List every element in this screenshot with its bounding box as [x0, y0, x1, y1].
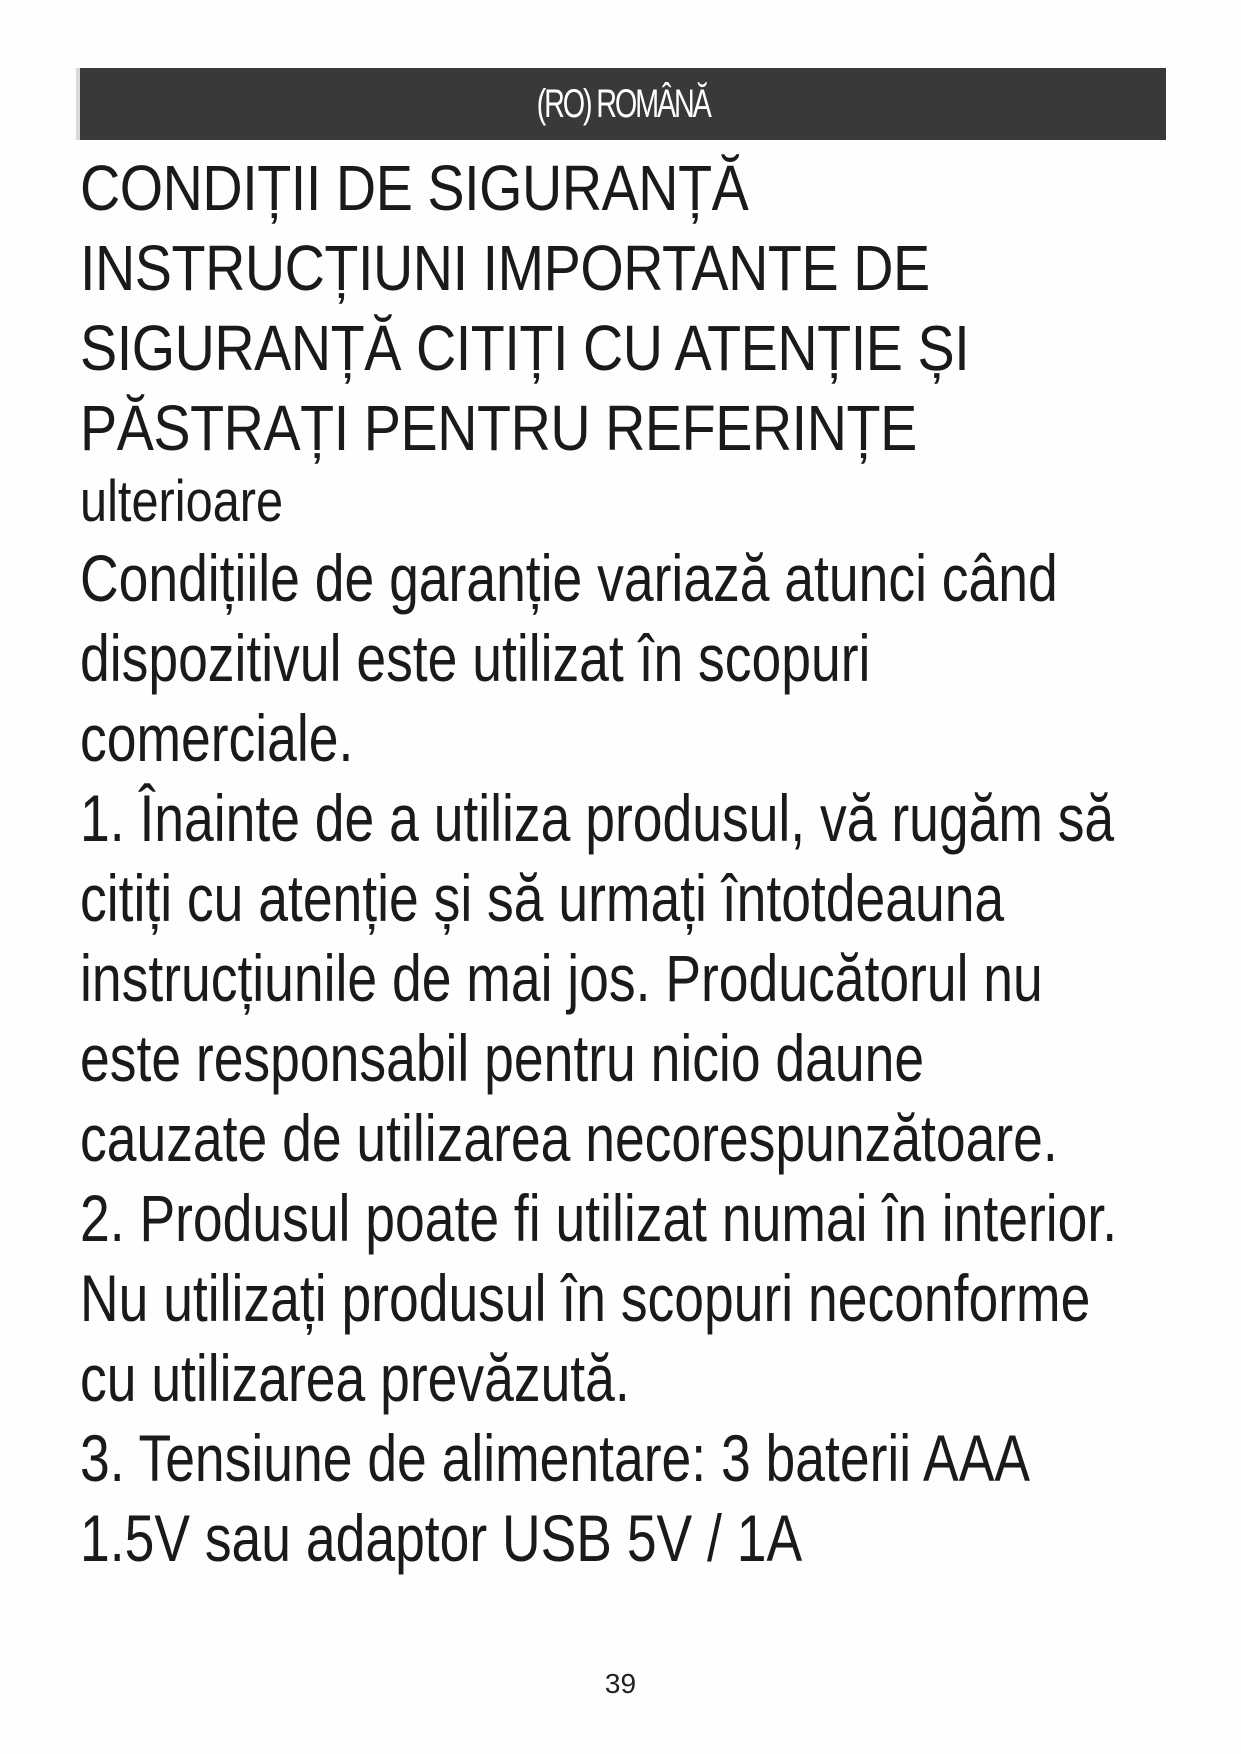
safety-subtitle: ulterioare	[80, 469, 284, 534]
language-header-bar	[76, 68, 1166, 140]
instruction-item-2: 2. Produsul poate fi utilizat numai în interior. Nu utilizați produsul în scopuri neconforme cu utilizarea prevăzută.	[80, 1181, 1118, 1415]
warranty-paragraph: Condițiile de garanție variază atunci când dispozitivul este utilizat în scopuri comerciale.	[80, 541, 1058, 775]
language-label: (RO) ROMÂNĂ	[536, 81, 710, 126]
page-content	[80, 148, 1160, 1578]
page-number: 39	[604, 1668, 637, 1699]
instruction-item-1: 1. Înainte de a utiliza produsul, vă rugăm să citiți cu atenție și să urmați întotdeauna instrucțiunile de mai jos. Producătorul nu este responsabil pentru nicio daune cauzate de utilizarea necorespunzătoare.	[80, 781, 1115, 1175]
safety-title: CONDIȚII DE SIGURANȚĂ INSTRUCȚIUNI IMPORTANTE DE SIGURANȚĂ CITIȚI CU ATENȚIE ȘI PĂSTRAȚI PENTRU REFERINȚE	[80, 152, 970, 464]
instruction-item-3: 3. Tensiune de alimentare: 3 baterii AAA 1.5V sau adaptor USB 5V / 1A	[80, 1421, 1028, 1575]
